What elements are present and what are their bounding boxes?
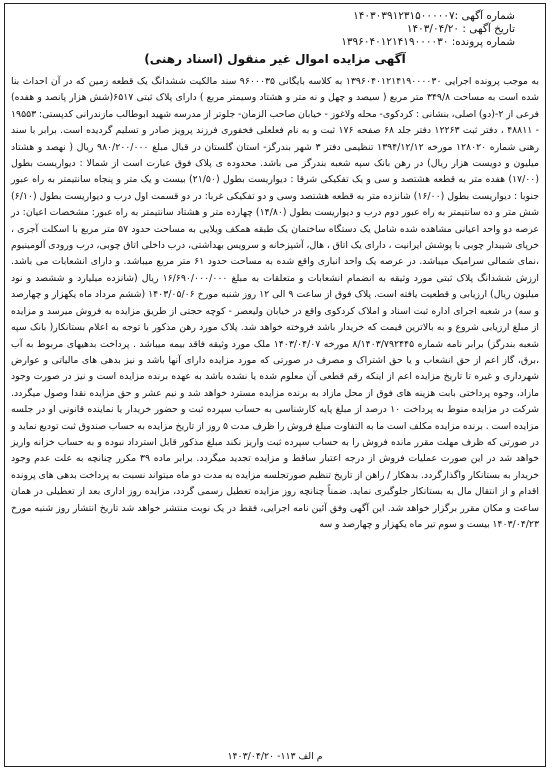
auction-notice [4, 3, 546, 767]
notice-title: آگهی مزایده اموال غیر منقول (اسناد رهنی) [144, 52, 406, 66]
notice-date: تاریخ آگهی : ۱۴۰۳/۰۴/۲۰ [406, 23, 515, 35]
notice-body: به موجب پرونده اجرایی ۱۳۹۶۰۴۰۱۲۱۴۱۹۰۰۰۰۳۰ به کلاسه بایگانی ۹۶۰۰۰۳۵ سند مالکیت ششدانگ یک قطعه زمین که در آن احداث بنا شده است به مساحت ۳۴۹/۸ متر مربع ( سیصد و چهل و نه متر و هشتاد وسیمتر مربع ) دارای پلاک ثبتی ۶۵۱۷(شش هزار پانصد و هفده) فرعی از ۲-(دو) اصلی، بنشانی : کردکوی- محله ولاغوز - خیابان صاحب الزمان- جلوتر از مدرسه شهید ابوطالب مازندرانی کدپستی: ۱۹۵۵۳ - ۴۸۸۱۱ ، دفتر ثبت ۱۲۲۶۳ دفتر جلد ۶۸ صفحه ۱۷۶ ثبت و به نام فعلعلی فخفوری فرزند پرویز صادر و تسلیم گردیده است. برابر با سند رهنی شماره ۱۲۸۰۲۰ مورخه ۱۳۹۴/۱۲/۱۲ تنظیمی دفتر ۳ شهر بندرگز- استان گلستان در قبال مبلغ ۹۸۰/۲۰۰/۰۰۰ ریال ( نهصد و هشتاد میلیون و دویست هزار ریال) در رهن بانک سپه شعبه بندرگز می باشد. محدوده ی پلاک فوق عبارت است از شمالا : دیواریست بطول (۱۷/۰۰) هفده متر به قطعه هشتصد و سی و یک تفکیکی شرقا : دیواریست بطول (۲۱/۵۰) بیست و یک متر و پنجاه سانتیمتر به راه عبور جنوبا : دیواریست بطول (۱۶/۰۰) شانزده متر به قطعه هشتصد وسی و دو تفکیکی غربا: در دو قسمت اول درب و دیواریست بطول (۶/۱۰) شش متر و ده سانتیمتر به راه عبور دوم درب و دیواریست بطول (۱۴/۸۰) چهارده متر و هشتاد سانتیمتر به راه عبور: مشخصات اعیان: در عرصه دو واحد اعیانی مشاهده شده شامل یک دستگاه ساختمان یک طبقه همکف ویلایی به مساحت حدود ۵۷ متر مربع با اسکلت آجری ، خرپای شیبدار چوبی با پوشش ایرانیت ، دارای یک اتاق ، هال، آشپزخانه و سرویس بهداشتی، درب داخلی اتاق چوبی، درب ورودی آلومینیوم ،نمای شمالی سرامیک میباشد. در عرصه یک واحد انباری واقع شده به مساحت حدود ۶۱ متر مربع میباشد. و دارای انشعابات می باشد. ارزش ششدانگ پلاک ثبتی مورد وثیقه به انضمام انشعابات و متعلقات به مبلغ ۱۶/۶۹۰/۰۰۰/۰۰۰ ریال (شانزده میلیارد و ششصد و نود میلیون ریال) ارزیابی و قطعیت یافته است. پلاک فوق از ساعت ۹ الی ۱۲ روز شنبه مورخ ۱۴۰۳/۰۵/۰۶ (ششم مرداد ماه یکهزار و چهارصد و سه) در شعبه اجرای اداره ثبت اسناد و املاک کردکوی واقع در خیابان ولیعصر - کوچه حجتی از طریق مزایده به فروش میرسد و مزایده از مبلغ ارزیابی شروع و به بالاترین قیمت که خریدار باشد فروخته خواهد شد. پلاک مورد رهن مذکور با توجه به اعلام بستانکار( بانک سپه شعبه بندرگز) برابر نامه شماره ۸/۱۴۰۳/۷۹۲۴۴۵ مورخه ۱۴۰۳/۰۴/۰۷ ملک مورد وثیقه فاقد بیمه میباشد . پرداخت بدهیهای مربوط به آب ،برق، گاز اعم از حق انشعاب و یا حق اشتراک و مصرف در صورتی که مورد مزایده دارای آنها باشد و نیز بدهی های مالیاتی و عوارض شهرداری و غیره تا تاریخ مزایده اعم از اینکه رقم قطعی آن معلوم شده یا نشده باشد به عهده برنده مزایده است و نیز در صورت وجود مازاد، وجوه پرداختی بابت هزینه های فوق از محل مازاد به برنده مزایده مسترد خواهد شد و نیم عشر و حق مزایده نقدا وصول میگردد. شرکت در مزایده منوط به پرداخت ۱۰ درصد از مبلغ پایه کارشناسی به حساب سپرده ثبت و حضور خریدار یا نماینده قانونی او در جلسه مزایده است . برنده مزایده مکلف است ما به التفاوت مبلغ فروش را ظرف مدت ۵ روز از تاریخ مزایده به حساب صندوق ثبت تودیع نماید و در صورتی که ظرف مهلت مقرر مانده فروش را به حساب سپرده ثبت واریز نکند مبلغ مذکور قابل استرداد نبوده و به حساب خزانه واریز خواهد شد در این صورت عملیات فروش از درجه اعتبار ساقط و مزایده تجدید میگردد. برابر ماده ۳۹ مکرر چنانچه به علت عدم وجود خریدار به بستانکار واگذارگردد. بدهکار / راهن از تاریخ تنظیم صورتجلسه مزایده به مدت دو ماه میتواند نسبت به پرداخت بدهی های پرونده اقدام و از انتقال مال به بستانکار جلوگیری نماید. ضمناً چنانچه روز مزایده تعطیل رسمی گردد، مزایده روز اداری بعد از تعطیلی در همان ساعت و مکان مقرر برگزار خواهد شد. این آگهی وفق آئین نامه اجرایی، فقط در یک نوبت منتشر خواهد شد تاریخ انتشار روز شنبه مورخ ۱۴۰۳/۰۴/۲۳ بیست و سوم تیر ماه یکهزار و چهارصد و سه [11, 76, 540, 530]
notice-meta [5, 4, 545, 49]
notice-footer: م الف ۱۱۳- ۱۴۰۳/۰۴/۲۰ [227, 751, 323, 762]
case-number: شماره پرونده: ۱۳۹۶۰۴۰۱۲۱۴۱۹۰۰۰۰۳۰ [341, 36, 515, 48]
notice-number: شماره آگهی :۱۴۰۳۰۳۹۱۲۳۱۵۰۰۰۰۰۷ [353, 10, 515, 22]
